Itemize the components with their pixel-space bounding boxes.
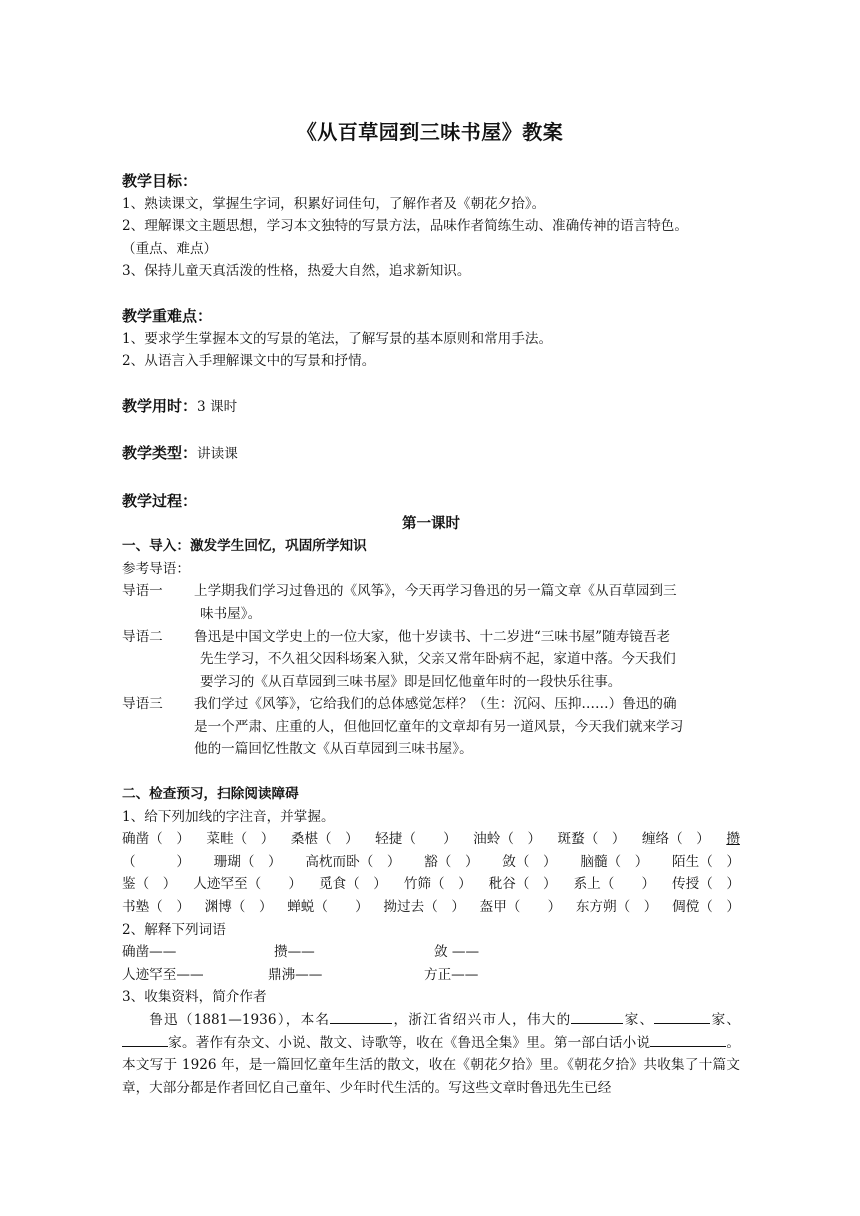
intro-1-line-2: 味书屋》。 — [200, 605, 262, 622]
phonetic-item: 确凿（ ） — [122, 831, 190, 848]
keypoint-item-2: 2、从语言入手理解课文中的写景和抒情。 — [122, 353, 376, 370]
phonetic-item: 竹筛（ ） — [403, 876, 472, 893]
intro-2-line-2: 先生学习，不久祖父因科场案入狱，父亲又常年卧病不起，家道中落。今天我们 — [200, 651, 676, 668]
keypoints-heading: 教学重难点： — [122, 306, 213, 325]
intro-3-label: 导语三 — [122, 696, 163, 713]
intro-3-line-1: 我们学过《风筝》，它给我们的总体感觉怎样？（生：沉闷、压抑……）鲁迅的确 — [194, 696, 677, 713]
phonetic-item: 脑髓（ ） — [580, 853, 649, 870]
definition-item: 确凿—— — [122, 944, 177, 961]
definitions-row-1 — [122, 941, 740, 964]
definitions-row-2 — [122, 964, 740, 987]
intro-1-line-1: 上学期我们学习过鲁迅的《风筝》，今天再学习鲁迅的另一篇文章《从百草园到三 — [194, 583, 677, 600]
fill-blank[interactable] — [122, 1032, 168, 1047]
phonetic-item: 鉴（ ） — [122, 876, 177, 893]
phonetic-item: 斑蝥（ ） — [557, 831, 626, 848]
lesson1-title: 第一课时 — [402, 515, 460, 532]
author-bio — [122, 1009, 740, 1099]
phonetic-row-2 — [122, 851, 740, 874]
bio-text: 鲁迅（1881—1936），本名 — [149, 1012, 331, 1028]
phonetic-item: 东方朔（ ） — [575, 899, 658, 916]
intro-2 — [122, 626, 740, 694]
phonetic-item: 倜傥（ ） — [672, 899, 740, 916]
intro-2-line-1: 鲁迅是中国文学史上的一位大家，他十岁读书、十二岁进“三味书屋”随寿镜吾老 — [194, 628, 671, 645]
phonetic-item: 攒 — [726, 831, 740, 848]
intro-3-line-3: 他的一篇回忆性散文《从百草园到三味书屋》。 — [194, 741, 473, 758]
phonetic-item: 珊瑚（ ） — [213, 853, 282, 870]
reference-intro-label: 参考导语： — [122, 560, 190, 577]
goal-item-2-note: （重点、难点） — [122, 240, 218, 257]
section2-heading: 二、检查预习，扫除阅读障碍 — [122, 786, 299, 803]
phonetic-item: 油蛉（ ） — [473, 831, 542, 848]
bio-text: 。 — [726, 1034, 741, 1051]
intro-2-label: 导语二 — [122, 628, 163, 645]
goal-item-3: 3、保持儿童天真活泼的性格，热爱大自然，追求新知识。 — [122, 263, 471, 280]
definition-item: 敛 —— — [434, 944, 480, 961]
phonetic-item: 蝉蜕（ ） — [287, 899, 369, 916]
phonetic-row-1 — [122, 828, 740, 851]
definition-item: 人迹罕至—— — [122, 966, 204, 983]
teaching-time-value: 3 课时 — [197, 398, 238, 415]
fill-blank[interactable] — [571, 1009, 623, 1024]
phonetic-item: 人迹罕至（ ） — [193, 876, 303, 893]
bio-text: 家。著作有杂文、小说、散文、诗歌等，收在《鲁迅全集》里。第一部白话小说 — [168, 1034, 651, 1051]
task1: 1、给下列加线的字注音，并掌握。 — [122, 808, 335, 825]
phonetic-item: 盔甲（ ） — [479, 899, 562, 916]
bio-text: ，浙江省绍兴市人，伟大的 — [392, 1012, 572, 1028]
keypoint-item-1: 1、要求学生掌握本文的写景的笔法，了解写景的基本原则和常用手法。 — [122, 330, 553, 347]
bio-text: 本文写于 1926 年，是一篇回忆童年生活的散文，收在《朝花夕拾》里。《朝花夕拾》共收集了十篇文章，大部分都是作者回忆自己童年、少年时代生活的。写这些文章时鲁迅先生已经 — [122, 1057, 740, 1096]
goals-heading: 教学目标： — [122, 172, 198, 190]
definition-item: 方正—— — [424, 966, 479, 983]
phonetic-item: 轻捷（ ） — [375, 831, 457, 848]
bio-text: 家、 — [710, 1012, 741, 1028]
document-title: 《从百草园到三味书屋》教案 — [296, 120, 564, 144]
phonetic-item: 书塾（ ） — [122, 899, 190, 916]
document-body — [122, 170, 740, 1099]
teaching-time — [122, 395, 740, 419]
fill-blank[interactable] — [650, 1032, 726, 1047]
phonetic-item: 秕谷（ ） — [488, 876, 557, 893]
process-heading: 教学过程： — [122, 491, 198, 510]
intro-1 — [122, 580, 740, 625]
task3: 3、收集资料，简介作者 — [122, 989, 267, 1006]
bio-text: 家、 — [623, 1012, 655, 1028]
intro-2-line-3: 要学习的《从百草园到三味书屋》即是回忆他童年时的一段快乐往事。 — [200, 673, 622, 690]
fill-blank[interactable] — [330, 1009, 392, 1024]
intro-1-label: 导语一 — [122, 583, 163, 600]
section1-heading: 一、导入：激发学生回忆，巩固所学知识 — [122, 538, 367, 555]
intro-3 — [122, 693, 740, 761]
intro-3-line-2: 是一个严肃、庄重的人，但他回忆童年的文章却有另一道风景，今天我们就来学习 — [194, 718, 684, 735]
phonetic-item: 高枕而卧（ ） — [305, 853, 401, 870]
teaching-type — [122, 442, 740, 466]
goal-item-2: 2、理解课文主题思想，学习本文独特的写景方法，品味作者简练生动、准确传神的语言特色。 — [122, 218, 688, 235]
phonetic-item: 觅食（ ） — [318, 876, 387, 893]
goal-item-1: 1、熟读课文，掌握生字词，积累好词佳句，了解作者及《朝花夕拾》。 — [122, 195, 546, 212]
phonetic-item: （ ） — [122, 853, 190, 870]
phonetic-item: 豁（ ） — [424, 853, 479, 870]
teaching-type-label: 教学类型： — [122, 444, 198, 463]
teaching-time-label: 教学用时： — [122, 396, 198, 415]
phonetic-row-3 — [122, 873, 740, 896]
phonetic-item: 拗过去（ ） — [383, 899, 465, 916]
task2: 2、解释下列词语 — [122, 921, 226, 938]
definition-item: 攒—— — [274, 944, 315, 961]
phonetic-row-4 — [122, 896, 740, 919]
definition-item: 鼎沸—— — [268, 966, 323, 983]
phonetic-item: 渊博（ ） — [204, 899, 273, 916]
phonetic-item: 缠络（ ） — [641, 831, 710, 848]
phonetic-item: 菜畦（ ） — [206, 831, 275, 848]
phonetic-item: 陌生（ ） — [672, 853, 740, 870]
phonetic-item: 传授（ ） — [672, 876, 740, 893]
phonetic-item: 桑椹（ ） — [290, 831, 359, 848]
phonetic-item: 敛（ ） — [502, 853, 557, 870]
teaching-type-value: 讲读课 — [197, 446, 238, 463]
phonetic-item: 系上（ ） — [573, 876, 656, 893]
fill-blank[interactable] — [654, 1009, 710, 1024]
